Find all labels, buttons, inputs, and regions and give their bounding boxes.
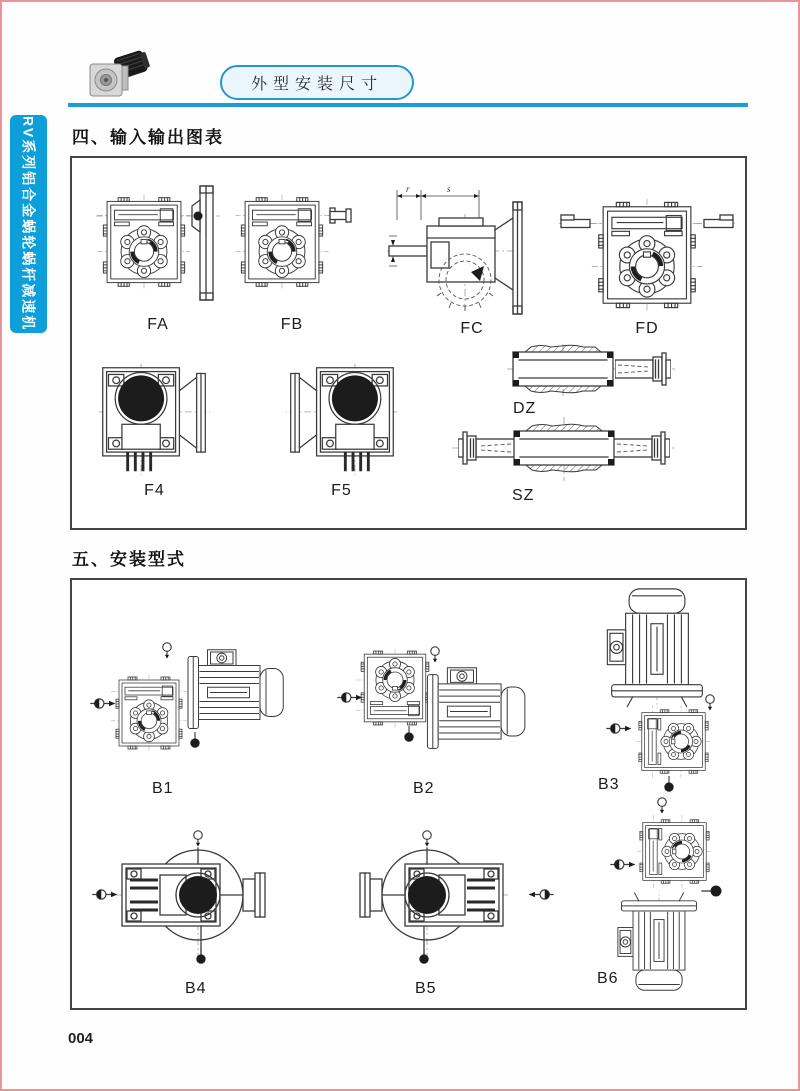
drawing-fd — [557, 180, 737, 320]
drawing-fa — [94, 174, 222, 310]
sidebar-series-label: RV系列铝合金蜗轮蜗杆减速机 — [20, 116, 37, 332]
header-accent-rule — [68, 103, 748, 107]
figure-b2 — [337, 620, 547, 798]
drain-plug-icon — [711, 886, 722, 897]
figure-label-dz: DZ — [513, 400, 537, 417]
drain-plug-icon — [404, 726, 413, 742]
drawing-b4 — [90, 830, 318, 978]
figure-f4 — [97, 362, 212, 500]
figure-f5 — [284, 362, 399, 500]
oil-level-plug-icon — [91, 699, 115, 708]
breather-plug-icon — [194, 831, 203, 847]
product-photo — [86, 48, 152, 100]
breather-plug-icon — [658, 798, 667, 814]
oil-level-plug-icon — [338, 693, 362, 702]
drawing-b5 — [340, 830, 568, 978]
figure-label-b5: B5 — [415, 980, 437, 997]
breather-plug-icon — [706, 695, 715, 711]
page-title-badge — [220, 65, 414, 100]
drawing-dz — [507, 344, 677, 396]
fc-dim-s: s — [447, 184, 451, 194]
breather-plug-icon — [431, 647, 440, 663]
drain-plug-icon — [190, 732, 199, 748]
drawing-f5 — [284, 362, 399, 478]
figure-sz — [452, 417, 677, 505]
section-input-output-title: 四、输入输出图表 — [72, 128, 224, 147]
figure-label-b4: B4 — [185, 980, 207, 997]
figure-label-b6: B6 — [597, 970, 619, 987]
figure-label-sz: SZ — [512, 487, 535, 504]
figure-dz — [507, 344, 677, 418]
figure-b4 — [90, 830, 318, 998]
figure-label-fc: FC — [460, 320, 484, 337]
fc-dim-r: r — [406, 184, 410, 194]
drawing-f4 — [97, 362, 212, 478]
drain-plug-icon — [419, 948, 428, 964]
drain-plug-icon — [664, 776, 673, 792]
drawing-b6 — [584, 797, 742, 995]
figure-b6 — [584, 797, 742, 1010]
breather-plug-icon — [423, 831, 432, 847]
drawing-sz — [452, 417, 677, 481]
figure-label-f5: F5 — [331, 482, 352, 499]
oil-level-plug-icon — [93, 890, 117, 899]
figure-label-b3: B3 — [598, 776, 620, 793]
figure-label-fd: FD — [635, 320, 659, 337]
drawing-b1 — [90, 620, 302, 778]
figure-label-fa: FA — [147, 316, 169, 333]
sidebar-series-tab — [10, 115, 47, 333]
page-number: 004 — [68, 1030, 94, 1047]
oil-level-plug-icon — [529, 890, 553, 899]
figure-b1 — [90, 620, 302, 798]
oil-level-plug-icon — [611, 860, 635, 869]
figure-fd — [557, 180, 737, 338]
figure-fa — [94, 174, 222, 334]
section-mounting-title: 五、安装型式 — [72, 550, 186, 569]
figure-b5 — [340, 830, 568, 998]
drawing-fc — [387, 180, 557, 320]
breather-plug-icon — [163, 643, 172, 659]
page-title-badge-label: 外型安装尺寸 — [250, 76, 383, 93]
figure-label-fb: FB — [280, 316, 304, 333]
figure-fb — [232, 174, 352, 334]
figure-fc — [387, 180, 557, 338]
oil-level-plug-icon — [607, 724, 631, 733]
figure-label-b2: B2 — [413, 780, 435, 797]
drawing-b3 — [584, 588, 742, 794]
figure-b3 — [584, 588, 742, 798]
drawing-b2 — [337, 620, 547, 778]
drain-plug-icon — [196, 948, 205, 964]
drawing-fb — [232, 174, 352, 310]
figure-label-f4: F4 — [144, 482, 165, 499]
figure-label-b1: B1 — [152, 780, 174, 797]
